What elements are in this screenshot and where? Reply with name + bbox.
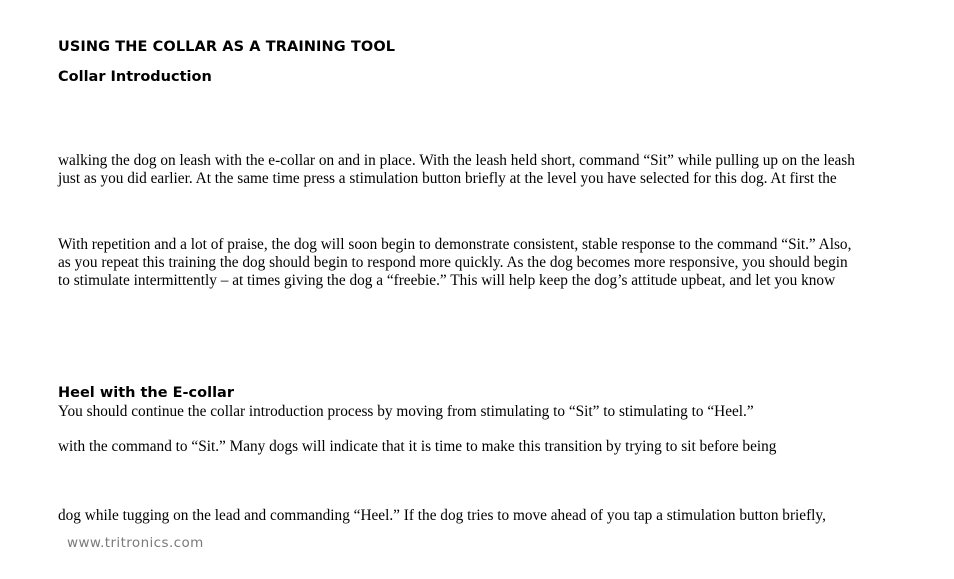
text-line: walking the dog on leash with the e-collar on and in place. With the leash held short, command “Sit” while pulling up on the leash [58,152,855,169]
text-line: dog while tugging on the lead and commanding “Heel.” If the dog tries to move ahead of you tap a stimulation button briefly, [58,507,826,524]
text-line: to stimulate intermittently – at times giving the dog a “freebie.” This will help keep the dog’s attitude upbeat, and let you know [58,272,836,289]
paragraph-heel-3 [58,507,908,525]
paragraph-collar-intro-2 [58,236,908,290]
text-line: You should continue the collar introduction process by moving from stimulating to “Sit” to stimulating to “Heel.” [58,403,754,420]
text-line: just as you did earlier. At the same time press a stimulation button briefly at the level you have selected for this dog. At first the [58,170,837,187]
section-heading-heel: Heel with the E-collar [58,385,234,401]
text-line: as you repeat this training the dog should begin to respond more quickly. As the dog becomes more responsive, you should begin [58,254,848,271]
paragraph-heel-1 [58,403,908,421]
footer-website: www.tritronics.com [67,535,204,551]
text-line: With repetition and a lot of praise, the dog will soon begin to demonstrate consistent, stable response to the command “Sit.” Also, [58,236,852,253]
section-heading-collar-introduction: Collar Introduction [58,69,212,85]
paragraph-heel-2 [58,438,908,456]
paragraph-collar-intro-1 [58,152,908,188]
page-title: USING THE COLLAR AS A TRAINING TOOL [58,39,396,55]
text-line: with the command to “Sit.” Many dogs will indicate that it is time to make this transition by trying to sit before being [58,438,777,455]
